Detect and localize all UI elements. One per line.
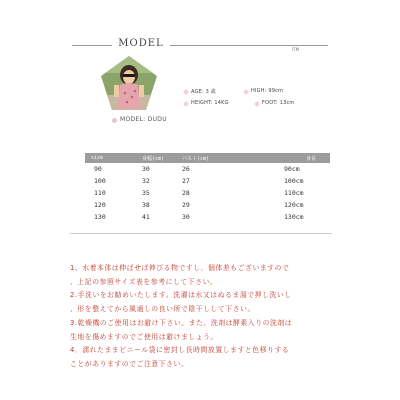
column-header-size: size: [85, 153, 132, 163]
cell-bust: 30: [182, 213, 190, 221]
model-name: MODEL: DUDU: [120, 116, 167, 123]
stat-foot: FOOT: 13cm: [262, 100, 295, 106]
stat-high: HIGH: 99cm: [251, 88, 284, 94]
cell-size: 110: [94, 189, 106, 197]
note-line: 、形を整えてから風通しの良い所で陰干しして下さい。: [70, 305, 255, 314]
column-header-width: 身幅(cm): [132, 153, 172, 163]
note-line: 2.手洗いをお勧めいたします。洗濯は水又はぬるま湯で押し洗いし: [70, 291, 292, 300]
stat-age: AGE: 3 歳: [191, 89, 217, 95]
stat-weight: HEIGHT: 14KG: [191, 100, 229, 106]
cell-size: 90: [94, 165, 102, 173]
cell-height: 120cm: [284, 201, 304, 209]
size-table: [85, 153, 330, 223]
header-rule-left: [72, 45, 112, 46]
header-rule-right: [170, 45, 328, 46]
cell-height: 110cm: [284, 189, 304, 197]
name-bullet-icon: [112, 118, 117, 123]
cell-width: 30: [142, 165, 150, 173]
cell-size: 130: [94, 213, 106, 221]
cell-width: 38: [142, 201, 150, 209]
cell-bust: 27: [182, 177, 190, 185]
section-subtitle: ITM: [292, 47, 300, 52]
section-divider: [70, 233, 332, 234]
note-line: 1、水着本体は伸ばせば伸びる物ですし、個体差もございますので: [70, 264, 290, 272]
care-notes: [70, 262, 340, 372]
model-photo: [100, 55, 158, 111]
column-header-bust: バスト(cm): [172, 153, 244, 163]
diamond-bullet-icon: [183, 101, 189, 107]
section-title: MODEL: [118, 38, 164, 49]
table-row: [85, 163, 330, 175]
cell-bust: 26: [182, 165, 190, 173]
cell-bust: 28: [182, 189, 190, 197]
cell-height: 100cm: [284, 177, 304, 185]
note-line: ことがありますのでご注意下さい。: [70, 359, 189, 368]
cell-width: 41: [142, 213, 150, 221]
cell-height: 130cm: [284, 213, 304, 221]
table-row: [85, 199, 330, 211]
note-line: 4．濡れたままビニール袋に密封し長時間放置しますと色移りする: [70, 346, 290, 355]
cell-bust: 29: [182, 201, 190, 209]
cell-size: 100: [94, 177, 106, 185]
cell-width: 32: [142, 177, 150, 185]
table-row: [85, 211, 330, 223]
cell-height: 90cm: [284, 165, 300, 173]
table-row: [85, 175, 330, 187]
diamond-bullet-icon: [243, 89, 249, 95]
note-line: 3.乾燥機のご使用はお避け下さい。また、洗剤は酵素入りの洗剤は: [70, 318, 293, 327]
diamond-bullet-icon: [183, 89, 189, 95]
diamond-bullet-icon: [254, 101, 260, 107]
table-row: [85, 187, 330, 199]
note-line: 、上記の参照サイズ表を参考にして下さい。: [70, 277, 218, 286]
note-line: 生地を傷めますのでご使用は避けましょう。: [70, 332, 218, 341]
column-header-height: 身長: [244, 153, 330, 163]
cell-size: 120: [94, 201, 106, 209]
cell-width: 35: [142, 189, 150, 197]
size-table-header: [85, 153, 330, 163]
